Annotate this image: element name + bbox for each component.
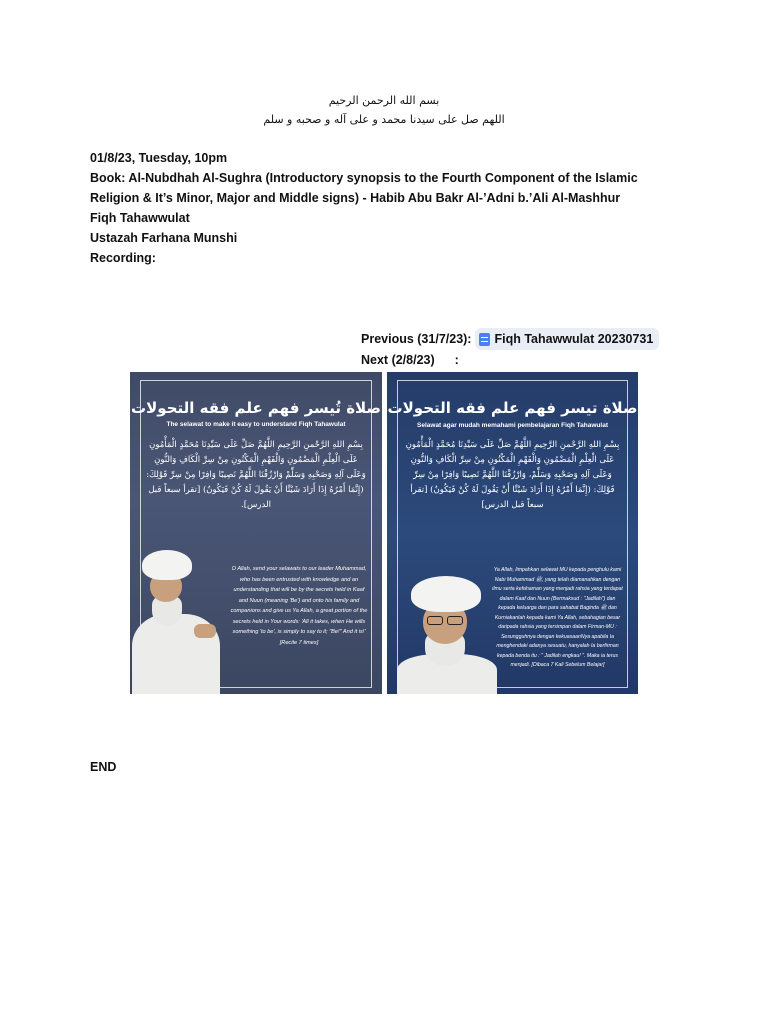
poster-arabic-prayer: بِسْمِ اللهِ الرَّحْمنِ الرَّحِيمِ اللَّهُمَّ صَلِّ عَلَى سَيِّدِنَا مُحَمَّدٍ الْمَأْمُونِ عَلَى الْعِلْمِ الْمَضْمُونِ وَالْفَهْمِ الْمَكْنُونِ مِنْ سِرِّ الْكَافِ وَالنُّونِ وَعَلَى آلِهِ وَصَحْبِهِ وَسَلِّمْ وَارْزُقْنَا اللَّهُمَّ نَصِيبًا وَافِرًا مِنْ سِرِّ قَوْلِكَ: (إِنَّمَا أَمْرُهُ إِذَا أَرَادَ شَيْئًا أَنْ يَقُولَ لَهُ كُنْ فَيَكُونُ) [تقرأ سبعاً قبل الدرس].: [146, 440, 366, 510]
teacher-name: Ustazah Farhana Munshi: [90, 231, 238, 245]
poster-subtitle: The selawat to make it easy to understand Fiqh Tahawulat: [166, 421, 346, 428]
google-docs-icon: [479, 333, 490, 346]
poster-title: صلاة تيسر فهم علم فقه التحولات: [387, 399, 638, 417]
poster-translation: O Allah, send your selawats to our leader Muhammad, who has been entrusted with knowledge and an understanding that will be by the secrets held in Kaaf and Nuun (meaning 'Be') and onto his family and companions and give us Ya Allah, a great portion of the secrets held in Your words: 'All it takes, when He wills something 'to be', is simply to say to it; "Be!" And it is!' [Recite 7 times]: [230, 566, 368, 646]
poster-title: صلاة تُيسر فهم علم فقه التحولات: [131, 399, 381, 417]
bismillah-heading: بسم الله الرحمن الرحيم: [328, 94, 440, 107]
poster-translation: Ya Allah, limpahkan selawat MU kepada penghulu kami Nabi Muhammad ﷺ, yang telah diamanahkan dengan ilmu serta kefahaman yang menjadi rahsia yang terdapat dalam Kaaf dan Nuun (Bermaksud : "Jadilah") dan kepada keluarga dan para sahabat Baginda ﷺ dan Kurniakanlah kepada kami Ya Allah, sebahagian besar daripada rahsia yang tersimpan dalam Firman-MU : Sesungguhnya dengan kekuasaanNya apabila Ia menghendaki adanya sesuatu, hanyalah Ia berfirman kepada benda itu : " Jadilah engkau! ". Maka ia terus menjadi. [Dibaca 7 Kali Sebelum Belajar]: [492, 567, 623, 668]
session-date: 01/8/23, Tuesday, 10pm: [90, 151, 228, 165]
previous-session: [361, 328, 659, 350]
next-session: [361, 350, 459, 370]
book-title: Book: Al-Nubdhah Al-Sughra (Introductory synopsis to the Fourth Component of the Islamic Religion & It’s Minor, Major and Middle signs) - Habib Abu Bakr Al-’Adni b.’Ali Al-Mashhur: [90, 171, 638, 205]
previous-doc-title: Fiqh Tahawwulat 20230731: [494, 332, 654, 346]
poster-malay: [387, 372, 638, 694]
poster-subtitle: Selawat agar mudah memahami pembelajaran Fiqh Tahawulat: [417, 422, 608, 429]
poster-english: [130, 372, 382, 694]
previous-label: Previous (31/7/23):: [361, 332, 472, 346]
cleric-photo: [397, 576, 497, 694]
end-marker: END: [90, 760, 117, 774]
previous-doc-chip[interactable]: [475, 328, 659, 350]
next-colon: :: [454, 353, 459, 367]
next-label: Next (2/8/23): [361, 353, 435, 367]
session-info: [90, 148, 680, 268]
cleric-photo: [130, 544, 225, 694]
poster-arabic-prayer: بِسْمِ اللهِ الرَّحْمنِ الرَّحِيمِ اللَّهُمَّ صَلِّ عَلَى سَيِّدِنَا مُحَمَّدٍ الْمَأْمُونِ عَلَى الْعِلْمِ الْمَضْمُونِ وَالْفَهْمِ الْمَكْنُونِ مِنْ سِرِّ الْكَافِ وَالنُّونِ وَعَلَى آلِهِ وَصَحْبِهِ وَسَلِّمْ، وَارْزُقْنَا اللَّهُمَّ نَصِيبًا وَافِرًا مِنْ سِرِّ قَوْلِكَ: (إِنَّمَا أَمْرُهُ إِذَا أَرَادَ شَيْئًا أَنْ يَقُولَ لَهُ كُنْ فَيَكُونُ) [تقرأ سبعاً قبل الدرس]: [405, 440, 620, 510]
salawat-heading: اللهم صل على سيدنا محمد و على آله و صحبه و سلم: [263, 113, 505, 126]
subject-name: Fiqh Tahawwulat: [90, 211, 190, 225]
recording-label: Recording:: [90, 251, 156, 265]
